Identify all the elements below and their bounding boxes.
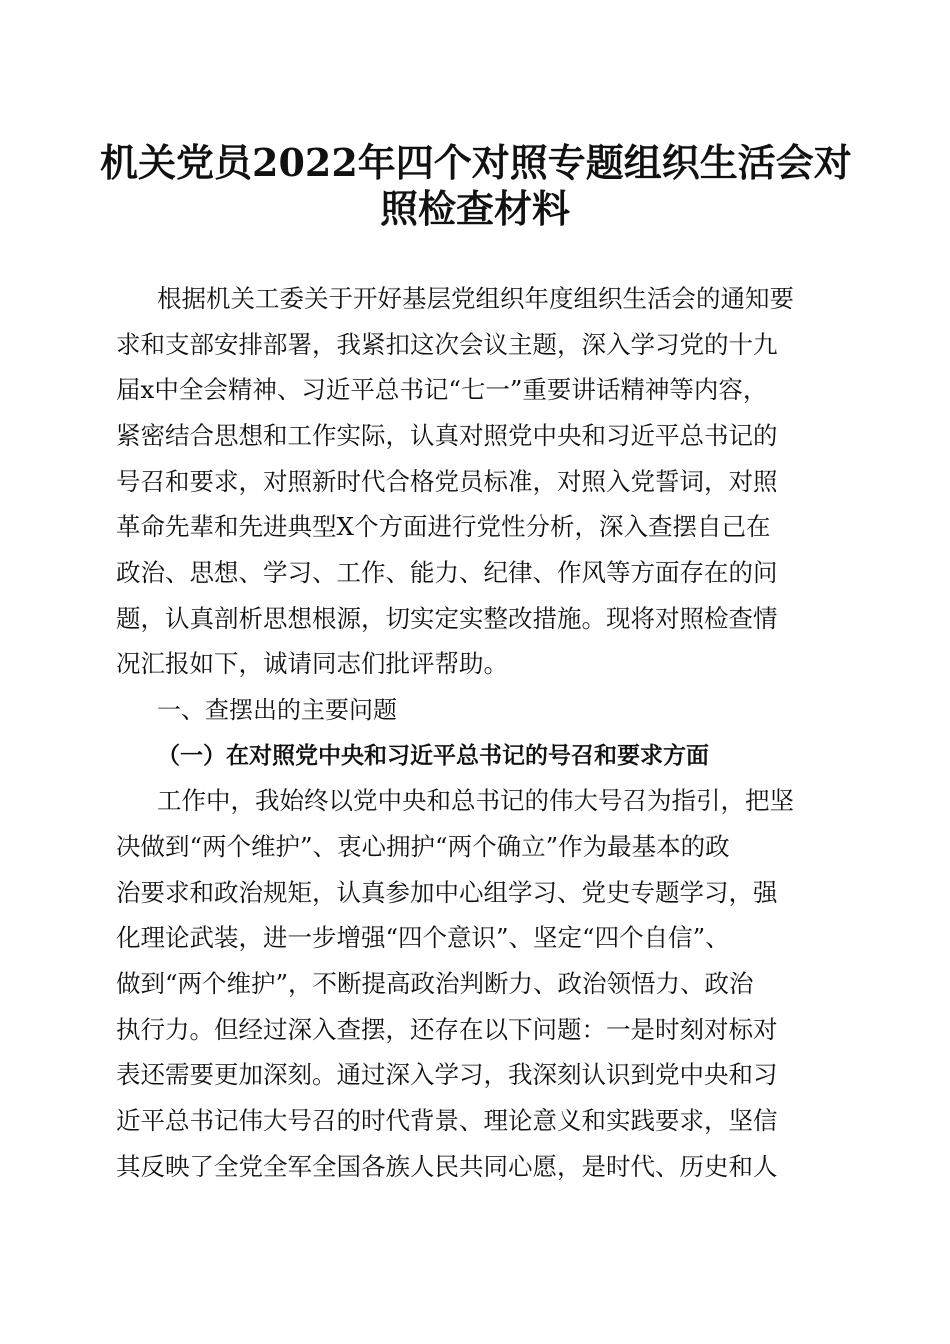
section-paragraph-line: 近平总书记伟大号召的时代背景、理论意义和实践要求，坚信 (116, 1106, 778, 1135)
section-paragraph-line: 表还需要更加深刻。通过深入学习，我深刻认识到党中央和习 (116, 1060, 778, 1089)
section-paragraph-line: 执行力。但经过深入查摆，还存在以下问题：一是时刻对标对 (116, 1015, 778, 1044)
section-heading: 一、查摆出的主要问题 (157, 696, 397, 724)
intro-paragraph-line: 紧密结合思想和工作实际，认真对照党中央和习近平总书记的 (116, 421, 778, 450)
section-paragraph-line: 工作中，我始终以党中央和总书记的伟大号召为指引，把坚 (157, 786, 794, 815)
intro-paragraph-line: 题，认真剖析思想根源，切实定实整改措施。现将对照检查情 (116, 604, 778, 633)
intro-paragraph-line: 求和支部安排部署，我紧扣这次会议主题，深入学习党的十九 (116, 330, 778, 359)
document-title-line-2: 照检查材料 (379, 186, 570, 231)
intro-paragraph-line: 号召和要求，对照新时代合格党员标准，对照入党誓词，对照 (116, 467, 778, 496)
section-paragraph-line: 化理论武装，进一步增强“四个意识”、坚定“四个自信”、 (116, 923, 730, 952)
intro-paragraph-line: 政治、思想、学习、工作、能力、纪律、作风等方面存在的问 (116, 558, 778, 587)
intro-paragraph-line: 况汇报如下，诚请同志们批评帮助。 (116, 649, 508, 678)
intro-paragraph-line: 根据机关工委关于开好基层党组织年度组织生活会的通知要 (157, 284, 794, 313)
document-title-line-1: 机关党员2022年四个对照专题组织生活会对 (100, 140, 852, 185)
section-paragraph-line: 其反映了全党全军全国各族人民共同心愿，是时代、历史和人 (116, 1152, 778, 1181)
section-paragraph-line: 决做到“两个维护”、衷心拥护“两个确立”作为最基本的政 (116, 832, 730, 861)
section-paragraph-line: 做到“两个维护”，不断提高政治判断力、政治领悟力、政治 (116, 969, 754, 998)
intro-paragraph-line: 届x中全会精神、习近平总书记“七一”重要讲话精神等内容， (116, 375, 768, 404)
section-paragraph-line: 治要求和政治规矩，认真参加中心组学习、党史专题学习，强 (116, 878, 778, 907)
intro-paragraph-line: 革命先辈和先进典型X个方面进行党性分析，深入查摆自己在 (116, 512, 771, 541)
subsection-heading: （一）在对照党中央和习近平总书记的号召和要求方面 (157, 742, 709, 769)
